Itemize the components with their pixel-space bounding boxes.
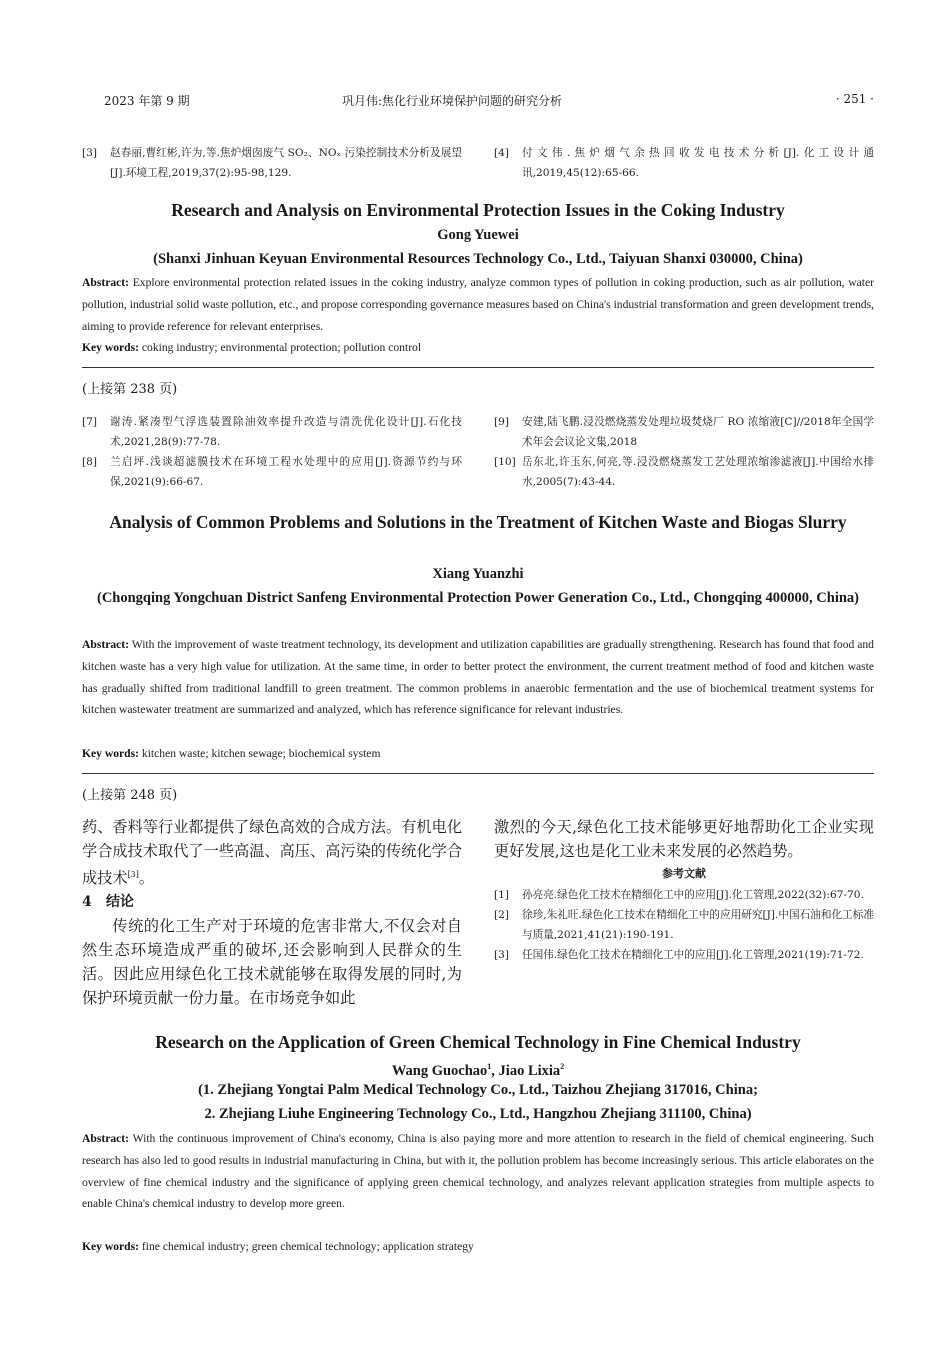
- top-references-right: [494, 143, 874, 183]
- article1-title: Research and Analysis on Environmental Protection Issues in the Coking Industry: [171, 200, 785, 220]
- keywords-label: Key words:: [82, 341, 139, 354]
- keywords-text: kitchen waste; kitchen sewage; biochemical system: [141, 747, 381, 760]
- abstract-text: With the improvement of waste treatment technology, its development and utilization capabilities are gradually strengthening. Research has found that food and kitchen waste has a very high value for utilization. At the same time, in order to better protect the environment, the current treatment method of food and kitchen waste has gradually shifted from traditional landfill to green treatment. The common problems in anaerobic fermentation and the use of biochemical treatment systems for kitchen wastewater treatment are summarized and analyzed, which has reference significance for relevant industries.: [82, 638, 874, 717]
- article2-affiliation: (Chongqing Yongchuan District Sanfeng Environmental Protection Power Generation Co., Ltd., Chongqing 400000, China): [97, 590, 859, 606]
- body-paragraph: 传统的化工生产对于环境的危害非常大,不仅会对自然生态环境造成严重的破坏,还会影响到人民群众的生活。因此应用绿色化工技术就能够在取得发展的同时,为保护环境贡献一份力量。在市场竞争如此: [82, 917, 462, 1008]
- top-references-left: [82, 143, 462, 183]
- citation-marker: [3]: [127, 870, 139, 879]
- reference-item: [1] 孙亮亮.绿色化工技术在精细化工中的应用[J].化工管理,2022(32):67-70.: [494, 889, 864, 901]
- continued-from-note: (上接第 248 页): [82, 788, 178, 803]
- mid-references-left: [82, 412, 462, 492]
- article3-affiliation-2: 2. Zhejiang Liuhe Engineering Technology Co., Ltd., Hangzhou Zhejiang 311100, China): [204, 1106, 752, 1122]
- keywords-label: Key words:: [82, 1240, 139, 1253]
- article3-title: Research on the Application of Green Chemical Technology in Fine Chemical Industry: [155, 1032, 801, 1052]
- keywords-text: fine chemical industry; green chemical technology; application strategy: [141, 1240, 474, 1253]
- section-number: 4: [82, 894, 92, 911]
- reference-item: [2] 徐珍,朱礼旺.绿色化工技术在精细化工中的应用研究[J].中国石油和化工标准与质量,2021,41(21):190-191.: [494, 909, 874, 941]
- continued-from-note: (上接第 238 页): [82, 382, 178, 397]
- body-paragraph: 激烈的今天,绿色化工技术能够更好地帮助化工企业实现更好发展,这也是化工业未来发展的必然趋势。: [494, 818, 874, 860]
- article3-abstract: [82, 1128, 874, 1215]
- abstract-text: With the continuous improvement of China's economy, China is also paying more and more attention to research in the field of chemical engineering. Such research has also led to good results in industrial manufacturing in China, but with it, the pollution problem has become increasingly serious. This article elaborates on the overview of fine chemical industry and the significance of applying green chemical technology, and analyzes relevant application strategies from multiple aspects to enable China's chemical industry to develop more green.: [82, 1132, 874, 1211]
- article2-author: Xiang Yuanzhi: [432, 566, 524, 582]
- body-paragraph: 药、香料等行业都提供了绿色高效的合成方法。有机电化学合成技术取代了一些高温、高压、高污染的传统化学合成技术[3]。: [82, 818, 462, 888]
- article1-keywords: [82, 338, 874, 358]
- reference-item: [7] 谢涛.紧凑型气浮选装置除油效率提升改造与清洗优化设计[J].石化技术,2021,28(9):77-78.: [82, 416, 462, 448]
- article2-keywords: [82, 744, 874, 764]
- abstract-text: Explore environmental protection related issues in the coking industry, analyze common types of pollution in coking production, such as air pollution, water pollution, industrial solid waste pollution, etc., and propose corresponding governance measures based on China's industrial transformation and green development trends, aiming to provide reference for relevant enterprises.: [82, 276, 874, 333]
- article2-title: Analysis of Common Problems and Solutions in the Treatment of Kitchen Waste and Biogas Slurry: [109, 512, 847, 532]
- mid-references: [82, 412, 874, 492]
- article1-affiliation: (Shanxi Jinhuan Keyuan Environmental Resources Technology Co., Ltd., Taiyuan Shanxi 030000, China): [153, 251, 803, 267]
- abstract-label: Abstract:: [82, 638, 130, 651]
- keywords-label: Key words:: [82, 747, 139, 760]
- article1-author: Gong Yuewei: [437, 227, 519, 243]
- reference-item: [9] 安建,陆飞鹏.浸没燃烧蒸发处理垃圾焚烧厂 RO 浓缩液[C]//2018年全国学术年会会议论文集,2018: [494, 416, 874, 448]
- references-heading: 参考文献: [662, 867, 706, 880]
- reference-item: [3] 任国伟.绿色化工技术在精细化工中的应用[J].化工管理,2021(19):71-72.: [494, 949, 864, 961]
- body-right-column: [494, 815, 874, 1010]
- article3-keywords: [82, 1237, 874, 1257]
- journal-issue: 2023 年第 9 期: [104, 94, 190, 108]
- top-references: [82, 143, 874, 183]
- page-number: · 251 ·: [835, 92, 874, 106]
- abstract-label: Abstract:: [82, 1132, 130, 1145]
- reference-item: [8] 兰启坪.浅谈超滤膜技术在环境工程水处理中的应用[J].资源节约与环保,2021(9):66-67.: [82, 456, 462, 488]
- body-left-column: [82, 815, 462, 1010]
- article3-affiliation-1: (1. Zhejiang Yongtai Palm Medical Technology Co., Ltd., Taizhou Zhejiang 317016, China;: [198, 1082, 758, 1098]
- article3-authors: Wang Guochao$^1$, Jiao Lixia$^2$: [391, 1062, 565, 1079]
- keywords-text: coking industry; environmental protection; pollution control: [141, 341, 422, 354]
- reference-item: [4] 付文伟.焦炉烟气余热回收发电技术分析[J].化工设计通讯,2019,45(12):65-66.: [494, 147, 874, 179]
- section-title: 结论: [106, 894, 134, 911]
- running-title: 巩月伟:焦化行业环境保护问题的研究分析: [342, 94, 563, 108]
- section-divider: [82, 367, 874, 368]
- section-heading: [82, 890, 462, 914]
- article1-abstract: [82, 272, 874, 337]
- article2-abstract: [82, 634, 874, 721]
- section-divider: [82, 773, 874, 774]
- reference-item: [3] 赵春丽,曹红彬,许为,等.焦炉烟囱废气 SO₂、NOₓ 污染控制技术分析及展望[J].环境工程,2019,37(2):95-98,129.: [82, 147, 462, 179]
- body-columns: [82, 815, 874, 1010]
- abstract-label: Abstract:: [82, 276, 130, 289]
- reference-item: [10] 岳东北,许玉东,何亮,等.浸没燃烧蒸发工艺处理浓缩渗滤液[J].中国给水排水,2005(7):43-44.: [494, 456, 874, 488]
- mid-references-right: [494, 412, 874, 492]
